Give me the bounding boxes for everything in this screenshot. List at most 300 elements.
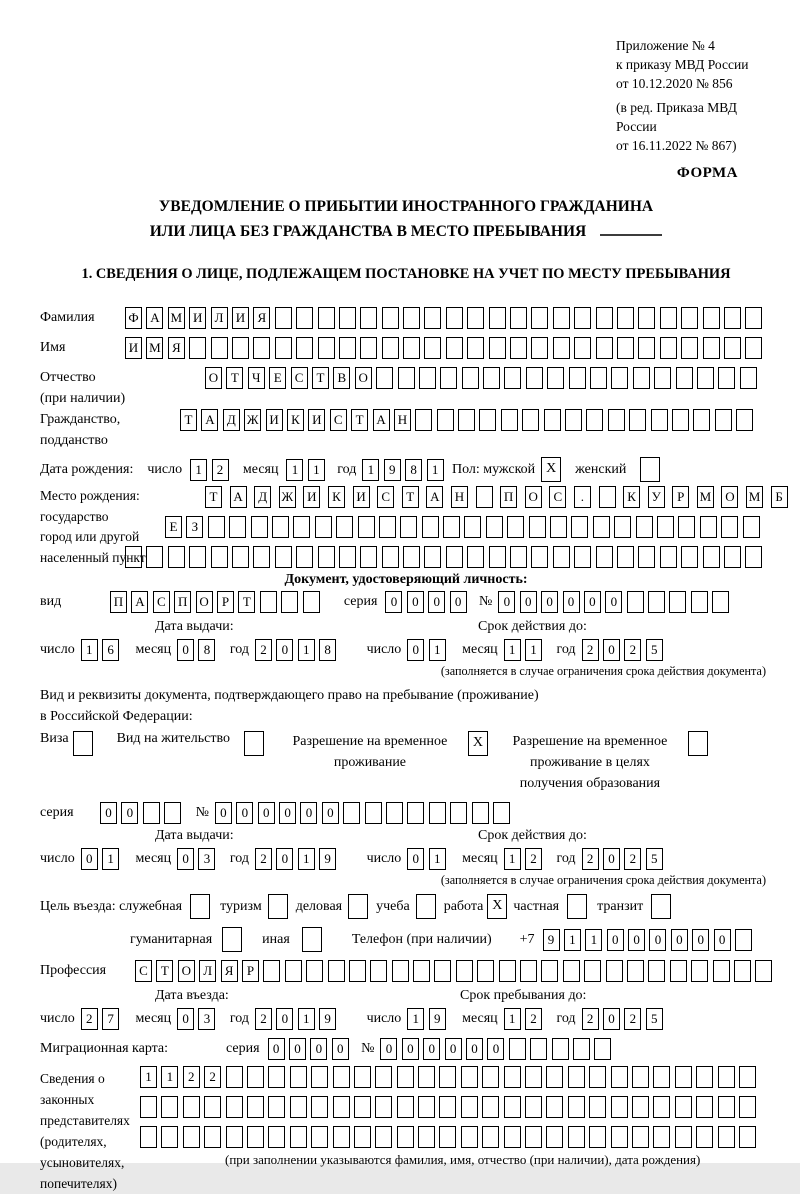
char-cell[interactable]: 2 <box>624 639 641 661</box>
char-cell[interactable] <box>531 307 548 329</box>
char-cell[interactable] <box>336 516 353 538</box>
char-cell[interactable]: С <box>330 409 347 431</box>
char-cell[interactable] <box>721 516 738 538</box>
char-cell[interactable] <box>358 516 375 538</box>
char-cell[interactable]: 2 <box>525 848 542 870</box>
char-cell[interactable]: 0 <box>177 639 194 661</box>
char-cell[interactable] <box>596 307 613 329</box>
char-cell[interactable] <box>696 1126 713 1148</box>
char-cell[interactable]: 0 <box>121 802 138 824</box>
char-cell[interactable] <box>653 1066 670 1088</box>
char-cell[interactable] <box>703 307 720 329</box>
char-cell[interactable]: 0 <box>100 802 117 824</box>
char-cell[interactable]: И <box>353 486 370 508</box>
char-cell[interactable]: 0 <box>584 591 601 613</box>
char-cell[interactable] <box>281 591 298 613</box>
char-cell[interactable]: М <box>697 486 714 508</box>
char-cell[interactable]: 1 <box>525 639 542 661</box>
char-cell[interactable]: 1 <box>140 1066 157 1088</box>
char-cell[interactable] <box>675 1096 692 1118</box>
char-cell[interactable] <box>226 1066 243 1088</box>
char-cell[interactable] <box>611 1096 628 1118</box>
char-cell[interactable] <box>755 960 772 982</box>
char-cell[interactable] <box>651 409 668 431</box>
char-cell[interactable] <box>627 960 644 982</box>
char-cell[interactable] <box>461 1126 478 1148</box>
char-cell[interactable] <box>526 367 543 389</box>
char-cell[interactable]: 6 <box>102 639 119 661</box>
char-cell[interactable]: З <box>186 516 203 538</box>
char-cell[interactable] <box>161 1126 178 1148</box>
char-cell[interactable]: 1 <box>585 929 602 951</box>
char-cell[interactable] <box>311 1096 328 1118</box>
char-cell[interactable]: 5 <box>646 1008 663 1030</box>
char-cell[interactable] <box>339 307 356 329</box>
char-cell[interactable] <box>703 546 720 568</box>
char-cell[interactable] <box>296 307 313 329</box>
char-cell[interactable]: 0 <box>692 929 709 951</box>
char-cell[interactable] <box>407 802 424 824</box>
char-cell[interactable] <box>275 307 292 329</box>
char-cell[interactable] <box>574 307 591 329</box>
char-cell[interactable] <box>349 960 366 982</box>
char-cell[interactable] <box>143 802 160 824</box>
char-cell[interactable]: Т <box>351 409 368 431</box>
char-cell[interactable]: В <box>333 367 350 389</box>
char-cell[interactable] <box>290 1126 307 1148</box>
char-cell[interactable]: 0 <box>322 802 339 824</box>
char-cell[interactable] <box>247 1066 264 1088</box>
char-cell[interactable]: 2 <box>255 639 272 661</box>
char-cell[interactable] <box>589 1096 606 1118</box>
char-cell[interactable] <box>461 1066 478 1088</box>
temp-residence-edu-checkbox[interactable] <box>688 731 708 756</box>
char-cell[interactable] <box>400 516 417 538</box>
char-cell[interactable] <box>360 307 377 329</box>
char-cell[interactable] <box>189 546 206 568</box>
char-cell[interactable]: 0 <box>300 802 317 824</box>
char-cell[interactable] <box>715 409 732 431</box>
char-cell[interactable]: 0 <box>671 929 688 951</box>
char-cell[interactable]: 5 <box>646 639 663 661</box>
char-cell[interactable] <box>638 337 655 359</box>
char-cell[interactable] <box>627 591 644 613</box>
char-cell[interactable]: 2 <box>204 1066 221 1088</box>
char-cell[interactable] <box>718 1066 735 1088</box>
char-cell[interactable] <box>382 307 399 329</box>
char-cell[interactable] <box>161 1096 178 1118</box>
char-cell[interactable] <box>724 337 741 359</box>
char-cell[interactable]: 0 <box>268 1038 285 1060</box>
purpose-study-checkbox[interactable] <box>416 894 436 919</box>
char-cell[interactable]: Т <box>205 486 222 508</box>
char-cell[interactable] <box>476 486 493 508</box>
char-cell[interactable]: 2 <box>525 1008 542 1030</box>
char-cell[interactable]: 0 <box>215 802 232 824</box>
char-cell[interactable]: 2 <box>255 848 272 870</box>
char-cell[interactable]: С <box>549 486 566 508</box>
purpose-private-checkbox[interactable] <box>567 894 587 919</box>
char-cell[interactable] <box>568 1096 585 1118</box>
char-cell[interactable] <box>724 546 741 568</box>
char-cell[interactable] <box>226 1096 243 1118</box>
char-cell[interactable] <box>439 1066 456 1088</box>
char-cell[interactable] <box>617 546 634 568</box>
char-cell[interactable]: О <box>178 960 195 982</box>
char-cell[interactable] <box>501 409 518 431</box>
char-cell[interactable]: Я <box>168 337 185 359</box>
char-cell[interactable] <box>718 367 735 389</box>
char-cell[interactable]: 0 <box>310 1038 327 1060</box>
temp-residence-checkbox[interactable]: X <box>468 731 488 756</box>
char-cell[interactable] <box>439 1096 456 1118</box>
char-cell[interactable] <box>467 337 484 359</box>
char-cell[interactable]: 1 <box>298 1008 315 1030</box>
char-cell[interactable] <box>633 367 650 389</box>
char-cell[interactable]: О <box>525 486 542 508</box>
char-cell[interactable]: Т <box>156 960 173 982</box>
purpose-other-checkbox[interactable] <box>302 927 322 952</box>
char-cell[interactable]: Я <box>221 960 238 982</box>
char-cell[interactable] <box>510 546 527 568</box>
char-cell[interactable]: 0 <box>605 591 622 613</box>
char-cell[interactable]: 9 <box>319 1008 336 1030</box>
char-cell[interactable] <box>333 1126 350 1148</box>
char-cell[interactable]: Н <box>451 486 468 508</box>
char-cell[interactable] <box>424 546 441 568</box>
char-cell[interactable] <box>669 591 686 613</box>
char-cell[interactable] <box>482 1096 499 1118</box>
char-cell[interactable] <box>354 1066 371 1088</box>
char-cell[interactable]: Д <box>254 486 271 508</box>
char-cell[interactable] <box>315 516 332 538</box>
char-cell[interactable]: Е <box>269 367 286 389</box>
char-cell[interactable] <box>525 1126 542 1148</box>
char-cell[interactable] <box>253 546 270 568</box>
char-cell[interactable] <box>739 1066 756 1088</box>
char-cell[interactable]: Т <box>226 367 243 389</box>
char-cell[interactable]: 0 <box>520 591 537 613</box>
char-cell[interactable] <box>611 367 628 389</box>
char-cell[interactable] <box>599 486 616 508</box>
char-cell[interactable] <box>467 546 484 568</box>
char-cell[interactable] <box>477 960 494 982</box>
char-cell[interactable] <box>547 367 564 389</box>
char-cell[interactable] <box>472 802 489 824</box>
char-cell[interactable] <box>247 1126 264 1148</box>
char-cell[interactable] <box>226 1126 243 1148</box>
char-cell[interactable] <box>429 802 446 824</box>
char-cell[interactable] <box>691 591 708 613</box>
char-cell[interactable] <box>648 960 665 982</box>
char-cell[interactable] <box>569 367 586 389</box>
char-cell[interactable] <box>678 516 695 538</box>
char-cell[interactable]: 9 <box>543 929 560 951</box>
char-cell[interactable]: 0 <box>276 1008 293 1030</box>
char-cell[interactable]: 1 <box>161 1066 178 1088</box>
char-cell[interactable] <box>204 1096 221 1118</box>
char-cell[interactable] <box>745 546 762 568</box>
char-cell[interactable]: Т <box>180 409 197 431</box>
char-cell[interactable]: 1 <box>286 459 303 481</box>
char-cell[interactable] <box>489 337 506 359</box>
char-cell[interactable]: 1 <box>298 639 315 661</box>
char-cell[interactable] <box>211 546 228 568</box>
char-cell[interactable] <box>140 1126 157 1148</box>
char-cell[interactable] <box>696 1066 713 1088</box>
char-cell[interactable] <box>712 591 729 613</box>
char-cell[interactable] <box>586 409 603 431</box>
char-cell[interactable] <box>531 337 548 359</box>
char-cell[interactable] <box>311 1126 328 1148</box>
char-cell[interactable]: 0 <box>407 591 424 613</box>
char-cell[interactable] <box>568 1126 585 1148</box>
char-cell[interactable] <box>691 960 708 982</box>
char-cell[interactable]: 0 <box>385 591 402 613</box>
char-cell[interactable]: 1 <box>564 929 581 951</box>
char-cell[interactable] <box>546 1126 563 1148</box>
char-cell[interactable] <box>486 516 503 538</box>
char-cell[interactable] <box>354 1096 371 1118</box>
char-cell[interactable]: Ч <box>248 367 265 389</box>
char-cell[interactable] <box>611 1126 628 1148</box>
char-cell[interactable]: 5 <box>646 848 663 870</box>
char-cell[interactable]: 2 <box>582 639 599 661</box>
char-cell[interactable]: Л <box>199 960 216 982</box>
char-cell[interactable] <box>660 337 677 359</box>
char-cell[interactable] <box>419 367 436 389</box>
char-cell[interactable] <box>458 409 475 431</box>
char-cell[interactable] <box>437 409 454 431</box>
char-cell[interactable] <box>375 1096 392 1118</box>
char-cell[interactable] <box>446 546 463 568</box>
char-cell[interactable] <box>183 1126 200 1148</box>
char-cell[interactable] <box>489 546 506 568</box>
char-cell[interactable] <box>546 1066 563 1088</box>
char-cell[interactable]: 7 <box>102 1008 119 1030</box>
char-cell[interactable] <box>675 1066 692 1088</box>
char-cell[interactable]: 1 <box>308 459 325 481</box>
char-cell[interactable] <box>397 1096 414 1118</box>
purpose-humanitarian-checkbox[interactable] <box>222 927 242 952</box>
char-cell[interactable] <box>546 1096 563 1118</box>
char-cell[interactable]: А <box>373 409 390 431</box>
char-cell[interactable] <box>745 337 762 359</box>
char-cell[interactable]: 0 <box>466 1038 483 1060</box>
char-cell[interactable] <box>422 516 439 538</box>
char-cell[interactable]: Т <box>402 486 419 508</box>
char-cell[interactable]: С <box>135 960 152 982</box>
char-cell[interactable] <box>424 337 441 359</box>
char-cell[interactable] <box>211 337 228 359</box>
char-cell[interactable]: 0 <box>236 802 253 824</box>
char-cell[interactable]: О <box>721 486 738 508</box>
char-cell[interactable] <box>530 1038 547 1060</box>
char-cell[interactable]: И <box>232 307 249 329</box>
char-cell[interactable] <box>504 367 521 389</box>
char-cell[interactable] <box>745 307 762 329</box>
char-cell[interactable]: 8 <box>405 459 422 481</box>
char-cell[interactable] <box>489 307 506 329</box>
char-cell[interactable] <box>268 1096 285 1118</box>
char-cell[interactable]: Е <box>165 516 182 538</box>
char-cell[interactable]: С <box>153 591 170 613</box>
char-cell[interactable] <box>275 337 292 359</box>
char-cell[interactable]: 0 <box>487 1038 504 1060</box>
char-cell[interactable] <box>681 546 698 568</box>
char-cell[interactable] <box>434 960 451 982</box>
char-cell[interactable] <box>461 1096 478 1118</box>
char-cell[interactable]: К <box>623 486 640 508</box>
char-cell[interactable] <box>229 516 246 538</box>
char-cell[interactable] <box>568 1066 585 1088</box>
char-cell[interactable] <box>525 1096 542 1118</box>
char-cell[interactable]: 2 <box>624 1008 641 1030</box>
char-cell[interactable] <box>290 1066 307 1088</box>
char-cell[interactable] <box>608 409 625 431</box>
char-cell[interactable] <box>418 1096 435 1118</box>
char-cell[interactable] <box>204 1126 221 1148</box>
char-cell[interactable] <box>734 960 751 982</box>
char-cell[interactable] <box>446 307 463 329</box>
char-cell[interactable] <box>636 516 653 538</box>
char-cell[interactable]: М <box>168 307 185 329</box>
char-cell[interactable] <box>208 516 225 538</box>
char-cell[interactable] <box>590 367 607 389</box>
char-cell[interactable]: 2 <box>183 1066 200 1088</box>
char-cell[interactable]: 0 <box>428 591 445 613</box>
char-cell[interactable]: 9 <box>384 459 401 481</box>
char-cell[interactable] <box>397 1126 414 1148</box>
char-cell[interactable] <box>285 960 302 982</box>
char-cell[interactable]: О <box>196 591 213 613</box>
char-cell[interactable] <box>632 1096 649 1118</box>
char-cell[interactable] <box>697 367 714 389</box>
char-cell[interactable] <box>563 960 580 982</box>
sex-female-checkbox[interactable] <box>640 457 660 482</box>
char-cell[interactable] <box>333 1096 350 1118</box>
char-cell[interactable] <box>740 367 757 389</box>
char-cell[interactable] <box>164 802 181 824</box>
char-cell[interactable]: Н <box>394 409 411 431</box>
char-cell[interactable]: Т <box>238 591 255 613</box>
char-cell[interactable]: 2 <box>582 848 599 870</box>
char-cell[interactable] <box>343 802 360 824</box>
char-cell[interactable]: 8 <box>319 639 336 661</box>
sex-male-checkbox[interactable]: X <box>541 457 561 482</box>
char-cell[interactable]: 1 <box>81 639 98 661</box>
char-cell[interactable] <box>296 337 313 359</box>
char-cell[interactable]: 0 <box>177 1008 194 1030</box>
char-cell[interactable]: К <box>328 486 345 508</box>
char-cell[interactable]: К <box>287 409 304 431</box>
char-cell[interactable] <box>456 960 473 982</box>
char-cell[interactable] <box>303 591 320 613</box>
char-cell[interactable] <box>660 307 677 329</box>
char-cell[interactable] <box>739 1126 756 1148</box>
char-cell[interactable]: Л <box>211 307 228 329</box>
char-cell[interactable]: 0 <box>603 1008 620 1030</box>
char-cell[interactable]: 0 <box>177 848 194 870</box>
char-cell[interactable]: Т <box>312 367 329 389</box>
char-cell[interactable] <box>553 307 570 329</box>
char-cell[interactable] <box>318 546 335 568</box>
char-cell[interactable] <box>653 1096 670 1118</box>
char-cell[interactable]: 0 <box>628 929 645 951</box>
char-cell[interactable] <box>328 960 345 982</box>
char-cell[interactable] <box>268 1126 285 1148</box>
char-cell[interactable] <box>232 546 249 568</box>
char-cell[interactable]: 0 <box>279 802 296 824</box>
purpose-official-checkbox[interactable] <box>190 894 210 919</box>
char-cell[interactable]: А <box>426 486 443 508</box>
char-cell[interactable] <box>333 1066 350 1088</box>
char-cell[interactable] <box>375 1066 392 1088</box>
char-cell[interactable] <box>594 1038 611 1060</box>
char-cell[interactable]: Р <box>217 591 234 613</box>
char-cell[interactable] <box>552 1038 569 1060</box>
char-cell[interactable]: 2 <box>582 1008 599 1030</box>
char-cell[interactable] <box>703 337 720 359</box>
char-cell[interactable] <box>573 1038 590 1060</box>
char-cell[interactable]: 1 <box>427 459 444 481</box>
char-cell[interactable] <box>415 409 432 431</box>
char-cell[interactable] <box>553 546 570 568</box>
char-cell[interactable] <box>398 367 415 389</box>
char-cell[interactable]: Ж <box>279 486 296 508</box>
char-cell[interactable]: 1 <box>429 848 446 870</box>
char-cell[interactable]: 1 <box>362 459 379 481</box>
char-cell[interactable]: М <box>146 337 163 359</box>
char-cell[interactable]: А <box>146 307 163 329</box>
char-cell[interactable] <box>522 409 539 431</box>
char-cell[interactable] <box>403 307 420 329</box>
char-cell[interactable]: 1 <box>102 848 119 870</box>
char-cell[interactable] <box>574 337 591 359</box>
char-cell[interactable] <box>290 1096 307 1118</box>
char-cell[interactable] <box>617 307 634 329</box>
char-cell[interactable] <box>653 1126 670 1148</box>
char-cell[interactable]: 0 <box>407 639 424 661</box>
char-cell[interactable]: 2 <box>255 1008 272 1030</box>
char-cell[interactable]: 0 <box>541 591 558 613</box>
purpose-transit-checkbox[interactable] <box>651 894 671 919</box>
char-cell[interactable] <box>263 960 280 982</box>
char-cell[interactable]: 0 <box>380 1038 397 1060</box>
char-cell[interactable]: А <box>230 486 247 508</box>
char-cell[interactable] <box>589 1066 606 1088</box>
char-cell[interactable] <box>247 1096 264 1118</box>
char-cell[interactable]: 8 <box>198 639 215 661</box>
char-cell[interactable] <box>550 516 567 538</box>
char-cell[interactable]: Ж <box>244 409 261 431</box>
char-cell[interactable]: 9 <box>429 1008 446 1030</box>
char-cell[interactable]: И <box>189 307 206 329</box>
char-cell[interactable] <box>403 546 420 568</box>
char-cell[interactable] <box>482 1126 499 1148</box>
char-cell[interactable] <box>275 546 292 568</box>
char-cell[interactable]: 9 <box>319 848 336 870</box>
char-cell[interactable]: 0 <box>332 1038 349 1060</box>
char-cell[interactable] <box>440 367 457 389</box>
visa-checkbox[interactable] <box>73 731 93 756</box>
char-cell[interactable] <box>531 546 548 568</box>
char-cell[interactable]: 0 <box>563 591 580 613</box>
char-cell[interactable] <box>504 1126 521 1148</box>
char-cell[interactable] <box>306 960 323 982</box>
char-cell[interactable] <box>272 516 289 538</box>
char-cell[interactable]: . <box>574 486 591 508</box>
